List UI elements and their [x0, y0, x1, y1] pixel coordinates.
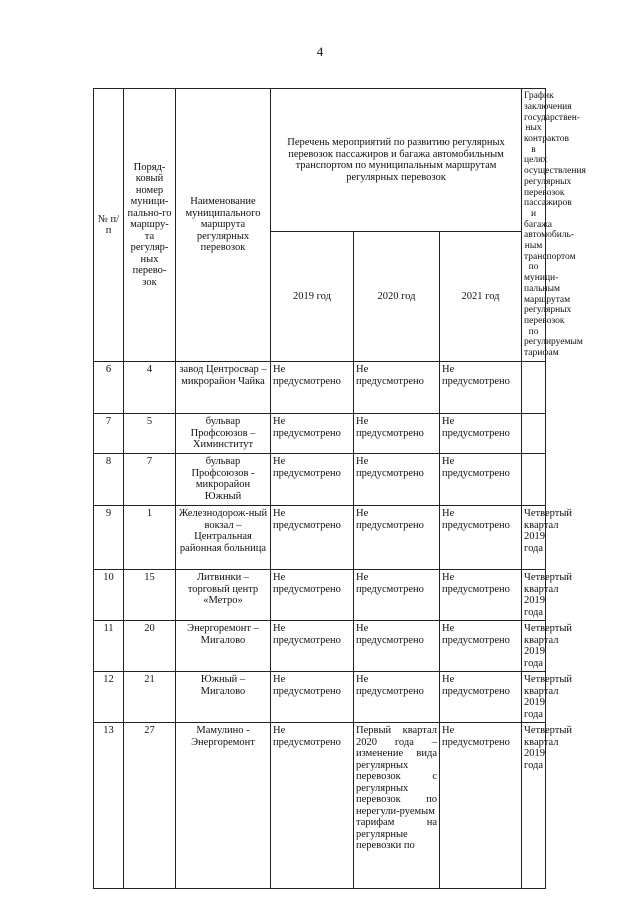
row-2019: Не предусмотрено — [271, 362, 354, 414]
row-num: 12 — [94, 672, 124, 723]
row-order: 5 — [124, 414, 176, 454]
row-schedule: Четвертый квартал 2019 года — [522, 570, 546, 621]
row-schedule: Четвертый квартал 2019 года — [522, 621, 546, 672]
row-schedule: Четвертый квартал 2019 года — [522, 506, 546, 570]
table-row — [94, 672, 546, 723]
row-2021: Не предусмотрено — [440, 414, 522, 454]
header-year-2021: 2021 год — [440, 232, 522, 362]
row-2020: Не предусмотрено — [354, 621, 440, 672]
table-row — [94, 414, 546, 454]
row-2019: Не предусмотрено — [271, 414, 354, 454]
row-schedule — [522, 414, 546, 454]
row-2019: Не предусмотрено — [271, 506, 354, 570]
row-order: 15 — [124, 570, 176, 621]
row-order: 27 — [124, 723, 176, 889]
table-row — [94, 723, 546, 889]
header-measures: Перечень мероприятий по развитию регулярных перевозок пассажиров и багажа автомобильным транспортом по муниципальным маршрутам регулярных перевозок — [271, 89, 522, 232]
row-2021: Не предусмотрено — [440, 362, 522, 414]
row-route-name: завод Центросвар – микрорайон Чайка — [176, 362, 271, 414]
table-row — [94, 570, 546, 621]
row-2021: Не предусмотрено — [440, 454, 522, 506]
row-order: 4 — [124, 362, 176, 414]
routes-table-container — [93, 88, 586, 889]
header-year-2020: 2020 год — [354, 232, 440, 362]
row-num: 10 — [94, 570, 124, 621]
header-schedule: График заключения государствен-ных контрактов в целях осуществления регулярных перевозок пассажиров и багажа автомобиль-ным транспортом по муници-пальным маршрутам регулярных перевозок по регулируемым тарифам — [522, 89, 546, 362]
row-num: 8 — [94, 454, 124, 506]
row-2020: Не предусмотрено — [354, 570, 440, 621]
header-num: № п/п — [94, 89, 124, 362]
row-schedule — [522, 362, 546, 414]
row-2020: Не предусмотрено — [354, 362, 440, 414]
row-2020: Не предусмотрено — [354, 454, 440, 506]
row-2021: Не предусмотрено — [440, 621, 522, 672]
row-route-name: Мамулино - Энергоремонт — [176, 723, 271, 889]
row-2020: Первый квартал 2020 года – изменение вида регулярных перевозок с регулярных перевозок по нерегули-руемым тарифам на регулярные перевозки по — [354, 723, 440, 889]
row-route-name: Энергоремонт – Мигалово — [176, 621, 271, 672]
routes-table — [93, 88, 586, 889]
table-row — [94, 454, 546, 506]
row-2019: Не предусмотрено — [271, 723, 354, 889]
row-order: 21 — [124, 672, 176, 723]
row-num: 6 — [94, 362, 124, 414]
row-2021: Не предусмотрено — [440, 506, 522, 570]
row-order: 20 — [124, 621, 176, 672]
row-order: 7 — [124, 454, 176, 506]
row-schedule: Четвертый квартал 2019 года — [522, 723, 546, 889]
row-route-name: Южный – Мигалово — [176, 672, 271, 723]
row-route-name: Железнодорож-ный вокзал – Центральная районная больница — [176, 506, 271, 570]
row-2020: Не предусмотрено — [354, 672, 440, 723]
header-route-order: Поряд-ковый номер муници-пально-го маршру-та регуляр-ных перево-зок — [124, 89, 176, 362]
table-row — [94, 362, 546, 414]
row-order: 1 — [124, 506, 176, 570]
row-route-name: Литвинки – торговый центр «Метро» — [176, 570, 271, 621]
row-schedule: Четвертый квартал 2019 года — [522, 672, 546, 723]
row-num: 11 — [94, 621, 124, 672]
table-row — [94, 506, 546, 570]
row-route-name: бульвар Профсоюзов – Химинститут — [176, 414, 271, 454]
header-route-name: Наименование муниципального маршрута регулярных перевозок — [176, 89, 271, 362]
row-2021: Не предусмотрено — [440, 723, 522, 889]
row-num: 9 — [94, 506, 124, 570]
row-num: 7 — [94, 414, 124, 454]
row-2019: Не предусмотрено — [271, 570, 354, 621]
row-2019: Не предусмотрено — [271, 672, 354, 723]
row-schedule — [522, 454, 546, 506]
row-2019: Не предусмотрено — [271, 454, 354, 506]
table-row — [94, 621, 546, 672]
row-2020: Не предусмотрено — [354, 414, 440, 454]
row-route-name: бульвар Профсоюзов - микрорайон Южный — [176, 454, 271, 506]
row-2019: Не предусмотрено — [271, 621, 354, 672]
row-2020: Не предусмотрено — [354, 506, 440, 570]
header-year-2019: 2019 год — [271, 232, 354, 362]
page-number: 4 — [316, 44, 324, 59]
row-2021: Не предусмотрено — [440, 672, 522, 723]
row-2021: Не предусмотрено — [440, 570, 522, 621]
row-num: 13 — [94, 723, 124, 889]
